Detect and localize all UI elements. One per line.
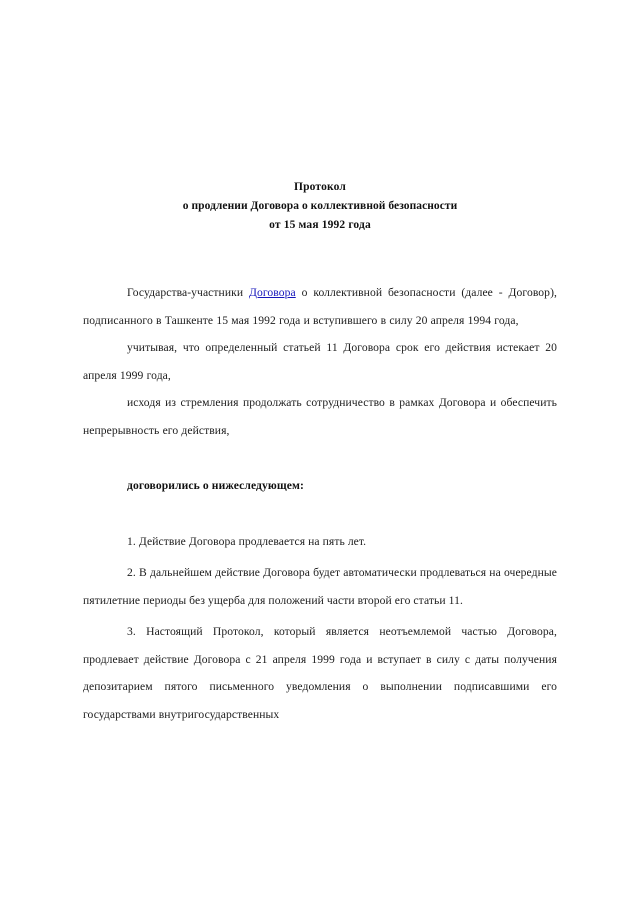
paragraph-text-after-link: о коллективной безопасности (далее - Договор), подписанного в Ташкенте 15 мая 1992 года и вступившего в силу 20 апреля 1994 года, xyxy=(83,286,557,327)
document-content xyxy=(83,0,557,728)
agreement-statement: договорились о нижеследующем: xyxy=(127,479,304,492)
title-line-1: Протокол xyxy=(294,181,346,193)
clause-item-3: 3. Настоящий Протокол, который является неотъемлемой частью Договора, продлевает действие Договора с 21 апреля 1999 года и вступает в силу с даты получения депозитарием пятого письменного уведомления о выполнении подписавшими его государствами внутригосударственных xyxy=(83,625,557,721)
clause-item-2: 2. В дальнейшем действие Договора будет автоматически продлеваться на очередные пятилетние периоды без ущерба для положений части второй его статьи 11. xyxy=(83,566,557,607)
document-body xyxy=(83,279,557,728)
dogovor-link[interactable]: Договора xyxy=(248,286,296,299)
clause-item-1: 1. Действие Договора продлевается на пять лет. xyxy=(127,534,367,548)
paragraph-preamble-3: исходя из стремления продолжать сотрудничество в рамках Договора и обеспечить непрерывность его действия, xyxy=(83,396,557,437)
document-title xyxy=(83,178,557,235)
paragraph-text-before-link: Государства-участники xyxy=(127,286,249,299)
title-line-3: от 15 мая 1992 года xyxy=(269,219,371,231)
title-line-2: о продлении Договора о коллективной безопасности xyxy=(182,200,458,212)
paragraph-preamble-1 xyxy=(83,279,557,334)
paragraph-preamble-2: учитывая, что определенный статьей 11 Договора срок его действия истекает 20 апреля 1999 года, xyxy=(83,341,557,382)
